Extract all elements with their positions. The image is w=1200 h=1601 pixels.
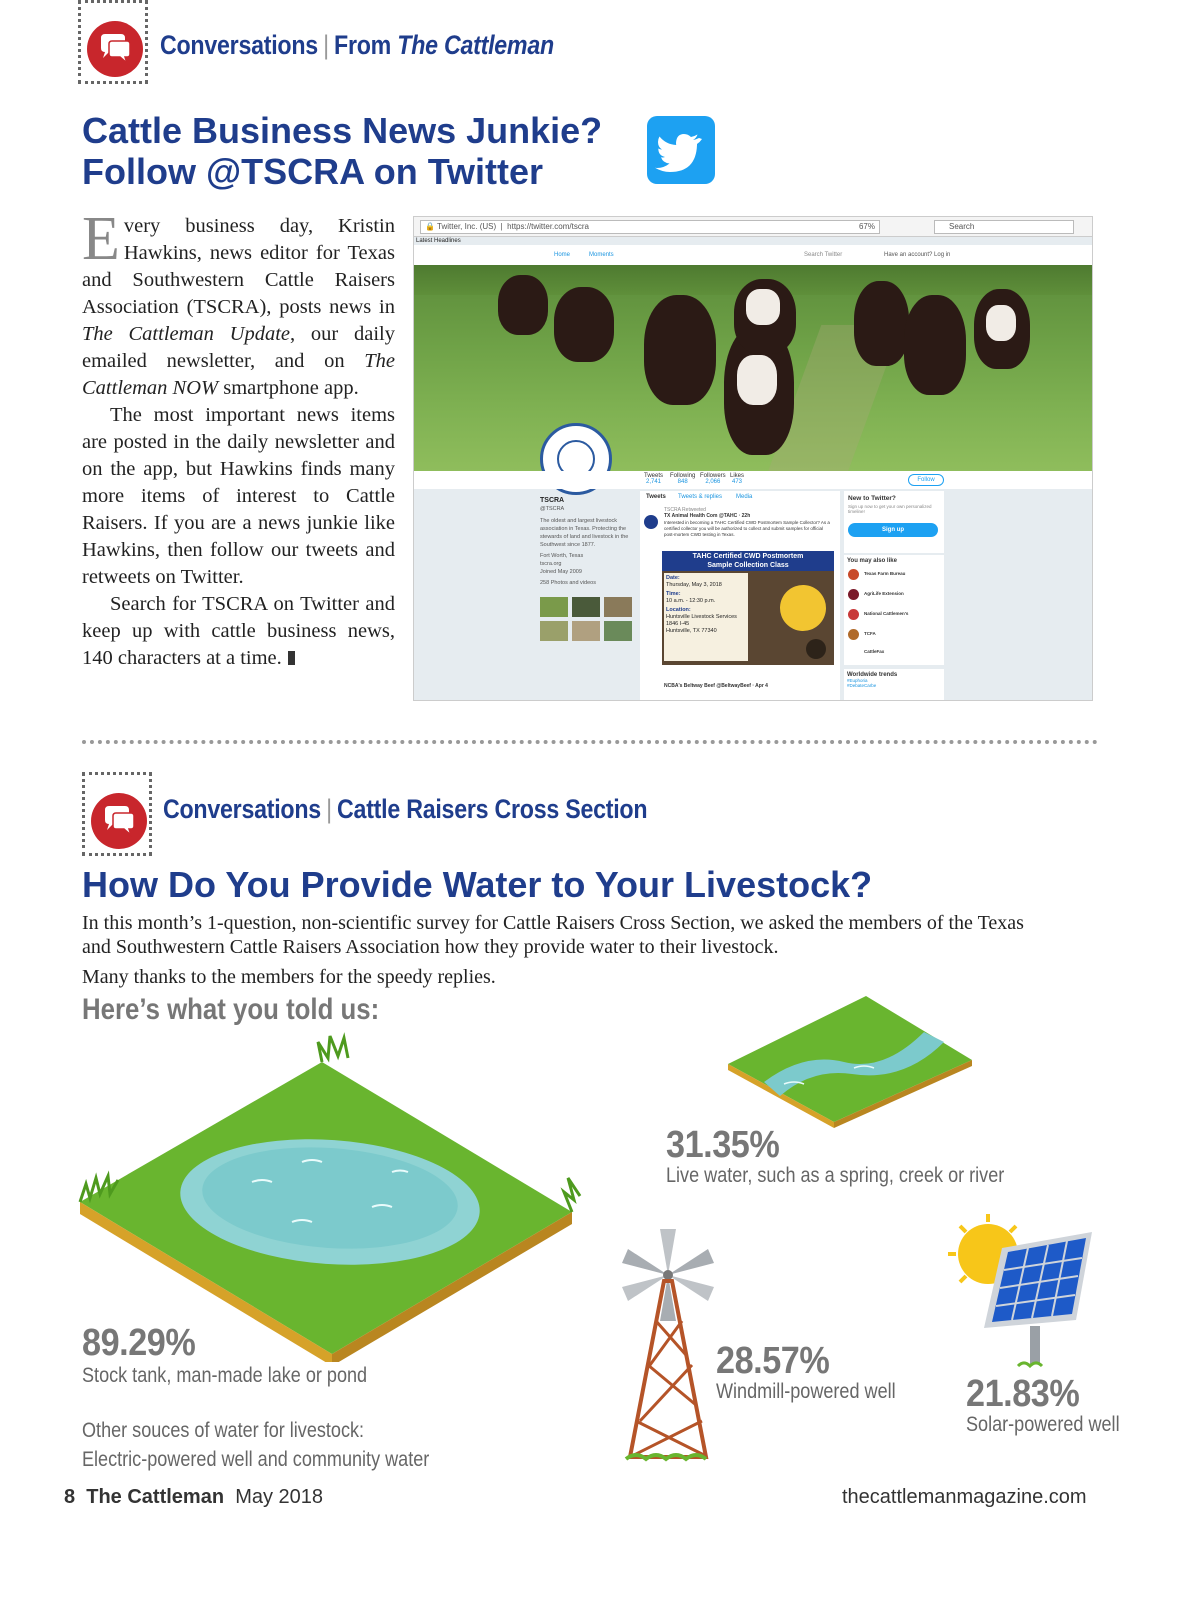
page-footer-left — [64, 1486, 323, 1509]
told-us-heading: Here’s what you told us: — [82, 993, 380, 1026]
profile-banner — [414, 265, 1093, 471]
cow — [904, 295, 966, 395]
suggestion-avatar — [848, 589, 859, 600]
nav-home[interactable]: Home — [554, 252, 571, 258]
result-label-live-water: Live water, such as a spring, creek or river — [666, 1164, 1005, 1187]
play-icon[interactable] — [806, 639, 826, 659]
suggestion-avatar — [848, 609, 859, 620]
photo-thumb[interactable] — [604, 597, 632, 617]
cow-face — [986, 305, 1016, 341]
latest-headlines: Latest Headlines — [416, 238, 461, 244]
tweets-column — [640, 491, 840, 701]
cow — [498, 275, 548, 335]
trend[interactable]: #Euphoria — [847, 678, 868, 683]
photo-thumb[interactable] — [604, 621, 632, 641]
article-body — [82, 205, 395, 672]
signup-button[interactable]: Sign up — [848, 523, 938, 537]
worldwide-trends: Worldwide trends — [847, 672, 898, 678]
survey-headline: How Do You Provide Water to Your Livestock? — [82, 864, 873, 905]
trend[interactable]: #DebateCarbe — [847, 683, 877, 688]
issue-date: May 2018 — [235, 1486, 324, 1508]
profile-location: Fort Worth, Texas — [540, 553, 584, 559]
site-url[interactable]: thecattlemanmagazine.com — [842, 1486, 1087, 1508]
twitter-nav — [414, 245, 1093, 265]
flyer-header: TAHC Certified CWD Postmortem Sample Collection Class — [662, 551, 834, 571]
twitter-logo-icon — [647, 116, 715, 184]
suggestion-avatar — [848, 569, 859, 580]
new-to-twitter: New to Twitter? — [848, 495, 896, 502]
twitter-screenshot — [413, 216, 1093, 701]
sidebar-new — [844, 491, 944, 553]
profile-name: TSCRA — [540, 497, 565, 504]
result-label-pond: Stock tank, man-made lake or pond — [82, 1364, 368, 1387]
article-headline: Cattle Business News Junkie? Follow @TSCRA on Twitter — [82, 110, 603, 192]
end-mark — [288, 651, 295, 665]
profile-photos[interactable]: 258 Photos and videos — [540, 580, 596, 586]
result-pct-pond: 89.29% — [82, 1322, 196, 1364]
flyer-badge — [774, 579, 833, 638]
tweet-avatar — [644, 515, 658, 529]
tab-tweets[interactable]: Tweets — [646, 494, 666, 500]
other-sources: Other souces of water for livestock: Electric-powered well and community water — [82, 1419, 430, 1471]
result-label-solar: Solar-powered well — [966, 1413, 1120, 1436]
cow — [554, 287, 614, 362]
suggestion[interactable]: CattleFax — [864, 649, 885, 654]
photo-thumb[interactable] — [572, 597, 600, 617]
tab-replies[interactable]: Tweets & replies — [678, 494, 723, 500]
stat-following[interactable]: Following 848 — [670, 473, 696, 485]
cow — [854, 281, 909, 366]
section-title: Conversations | From The Cattleman — [160, 30, 554, 60]
creek-illustration — [724, 990, 976, 1128]
suggestion[interactable]: TCFA — [864, 631, 876, 636]
speech-bubble-icon — [91, 793, 147, 849]
tweet2-author[interactable]: NCBA's Beltway Beef @BeltwayBeef · Apr 4 — [664, 683, 768, 689]
search-twitter[interactable]: Search Twitter — [804, 252, 843, 258]
section-badge — [78, 0, 148, 84]
browser-search[interactable]: Search — [934, 220, 1074, 234]
section-title: Conversations | Cattle Raisers Cross Section — [163, 794, 648, 824]
have-account[interactable]: Have an account? Log in — [884, 252, 951, 258]
tweet-text: Interested in becoming a TAHC Certified CWD Postmortem Sample Collector? As a certified collector you will be authorized to collect and submit samples for official post-mortem CWD testing in Texas. — [664, 520, 830, 537]
cow — [644, 295, 716, 405]
stat-likes[interactable]: Likes 473 — [730, 473, 745, 485]
section-divider — [82, 740, 1098, 744]
suggestion[interactable]: National Cattlemen's — [864, 611, 909, 616]
nav-moments[interactable]: Moments — [589, 252, 614, 258]
also-like: You may also like — [847, 558, 897, 564]
paragraph-3: Search for TSCRA on Twitter and keep up with cattle business news, 140 characters at a time. — [82, 593, 395, 669]
photo-thumb[interactable] — [540, 621, 568, 641]
follow-button[interactable]: Follow — [908, 474, 944, 486]
sidebar-trends — [844, 669, 944, 701]
suggestion-avatar — [848, 629, 859, 640]
stat-tweets[interactable]: Tweets 2,741 — [644, 473, 664, 485]
profile-joined: Joined May 2009 — [540, 569, 582, 575]
tab-media[interactable]: Media — [736, 494, 753, 500]
page-number: 8 — [64, 1486, 76, 1508]
profile-handle: @TSCRA — [540, 506, 565, 512]
drop-cap: E — [82, 205, 120, 273]
stat-followers[interactable]: Followers 2,066 — [700, 473, 726, 485]
new-sub: Sign up now to get your own personalized timeline! — [848, 504, 932, 514]
photo-thumb[interactable] — [540, 597, 568, 617]
tweet-author[interactable]: TX Animal Health Com @TAHC · 22h — [664, 513, 751, 519]
speech-bubble-icon — [87, 21, 143, 77]
survey-intro: In this month’s 1-question, non-scientific survey for Cattle Raisers Cross Section, we asked the members of the Texas and Southwestern Cattle Raisers Association how they provide water to their livestock. Many thanks to the members for the speedy replies. — [82, 912, 1024, 988]
pond-illustration — [72, 1032, 582, 1362]
cow-face — [737, 355, 777, 405]
cwd-flyer[interactable] — [662, 551, 834, 665]
result-pct-live-water: 31.35% — [666, 1124, 780, 1166]
profile-bio: The oldest and largest livestock association in Texas. Protecting the stewards of land and livestock in the Southwest since 1877. — [540, 518, 629, 548]
cow-face — [746, 289, 780, 325]
profile-column — [540, 497, 636, 587]
windmill-illustration — [606, 1225, 734, 1465]
paragraph-1: Every business day, Kristin Hawkins, news editor for Texas and Southwestern Cattle Raisers Association (TSCRA), posts news in The Cattleman Update, our daily emailed newsletter, and on The Cattleman NOW smartphone app. — [82, 205, 395, 399]
paragraph-2: The most important news items are posted in the daily newsletter and on the app, but Hawkins finds many more items of interest to Cattle Raisers. If you are a news junkie like Hawkins, then follow our tweets and retweets on Twitter. — [82, 404, 395, 588]
sidebar-suggestions — [844, 555, 944, 665]
section-badge — [82, 772, 152, 856]
magazine-name: The Cattleman — [86, 1486, 225, 1508]
photo-thumb[interactable] — [572, 621, 600, 641]
solar-panel-illustration — [940, 1210, 1100, 1370]
suggestion[interactable]: Texas Farm Bureau — [864, 571, 906, 576]
address-bar[interactable]: 🔒 Twitter, Inc. (US) | https://twitter.com/tscra 67% — [420, 220, 880, 234]
browser-toolbar — [414, 217, 1093, 237]
suggestion[interactable]: AgriLife Extension — [864, 591, 904, 596]
result-label-windmill: Windmill-powered well — [716, 1380, 896, 1403]
profile-stats — [414, 471, 1093, 489]
result-pct-solar: 21.83% — [966, 1373, 1080, 1415]
retweet-label: TSCRA Retweeted — [664, 507, 706, 513]
result-pct-windmill: 28.57% — [716, 1340, 830, 1382]
profile-site[interactable]: tscra.org — [540, 561, 562, 567]
flyer-details: Date: Thursday, May 3, 2018 Time: 10 a.m. - 12:30 p.m. Location: Huntsville Livestock Services 1846 I-45 Huntsville, TX 77340 — [664, 573, 748, 661]
